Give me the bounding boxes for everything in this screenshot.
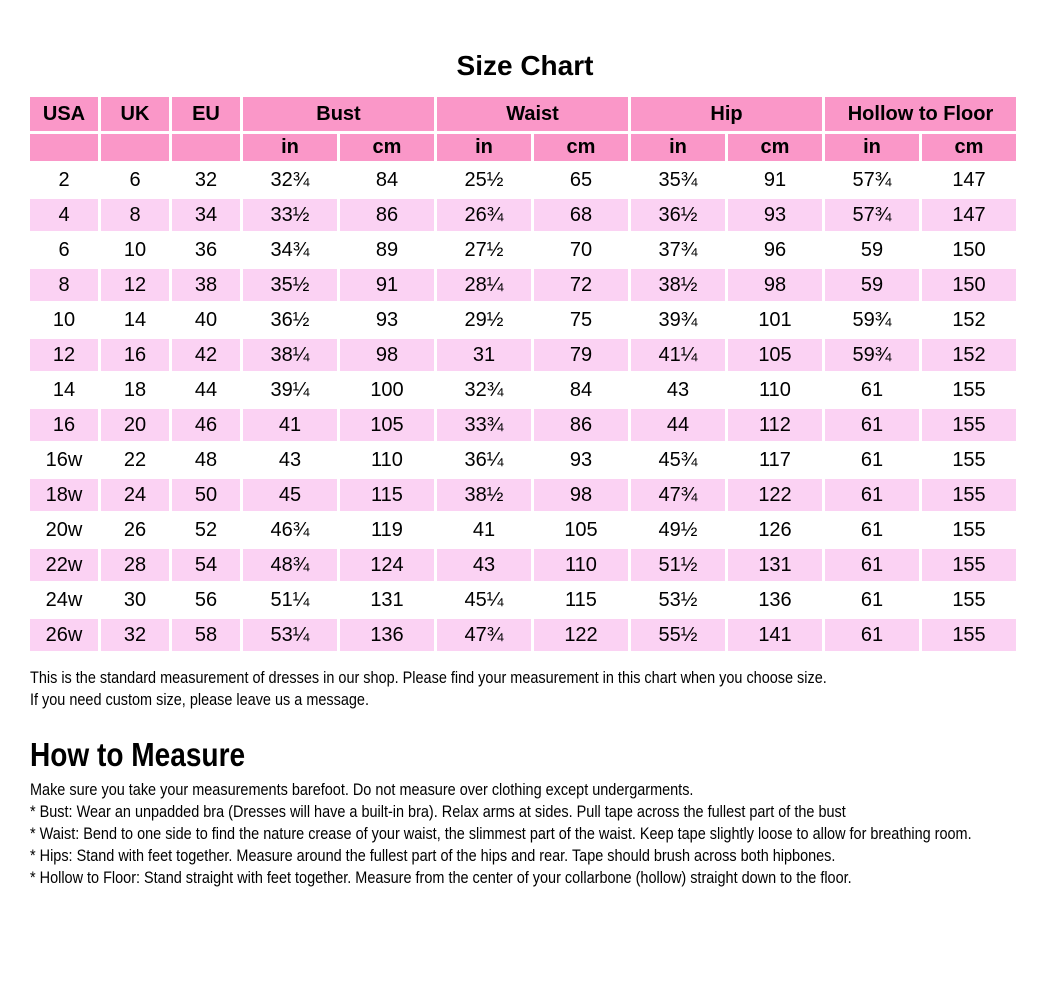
cell: 50	[172, 479, 240, 511]
cell: 27½	[437, 234, 531, 266]
cell: 61	[825, 479, 919, 511]
cell: 36	[172, 234, 240, 266]
cell: 51¼	[243, 584, 337, 616]
col-header-eu: EU	[172, 97, 240, 131]
col-header-hollow-to-floor: Hollow to Floor	[825, 97, 1016, 131]
cell: 75	[534, 304, 628, 336]
table-row	[30, 619, 1016, 651]
cell: 45¾	[631, 444, 725, 476]
col-header-bust: Bust	[243, 97, 434, 131]
cell: 150	[922, 234, 1016, 266]
cell: 155	[922, 374, 1016, 406]
table-row	[30, 584, 1016, 616]
cell: 110	[728, 374, 822, 406]
table-row	[30, 549, 1016, 581]
cell: 10	[101, 234, 169, 266]
cell: 14	[101, 304, 169, 336]
cell: 150	[922, 269, 1016, 301]
cell: 28	[101, 549, 169, 581]
cell: 38½	[631, 269, 725, 301]
cell: 53¼	[243, 619, 337, 651]
unit-header-hip-cm: cm	[728, 134, 822, 161]
measure-bullet-waist: * Waist: Bend to one side to find the nature crease of your waist, the slimmest part of the waist. Keep tape slightly loose to allow for breathing room.	[30, 824, 972, 843]
cell: 12	[101, 269, 169, 301]
cell: 20	[101, 409, 169, 441]
cell: 147	[922, 199, 1016, 231]
cell: 115	[534, 584, 628, 616]
table-row	[30, 479, 1016, 511]
cell: 16	[101, 339, 169, 371]
cell: 22	[101, 444, 169, 476]
cell: 93	[340, 304, 434, 336]
cell: 98	[728, 269, 822, 301]
cell: 44	[631, 409, 725, 441]
cell: 34¾	[243, 234, 337, 266]
bottom-text-section	[30, 667, 1020, 889]
cell: 41¼	[631, 339, 725, 371]
cell: 43	[243, 444, 337, 476]
cell: 31	[437, 339, 531, 371]
cell: 20w	[30, 514, 98, 546]
cell: 43	[631, 374, 725, 406]
cell: 147	[922, 164, 1016, 196]
cell: 49½	[631, 514, 725, 546]
cell: 42	[172, 339, 240, 371]
cell: 70	[534, 234, 628, 266]
cell: 89	[340, 234, 434, 266]
unit-header-bust-cm: cm	[340, 134, 434, 161]
cell: 96	[728, 234, 822, 266]
cell: 136	[340, 619, 434, 651]
cell: 86	[534, 409, 628, 441]
cell: 25½	[437, 164, 531, 196]
cell: 93	[728, 199, 822, 231]
cell: 155	[922, 584, 1016, 616]
cell: 44	[172, 374, 240, 406]
cell: 47¾	[437, 619, 531, 651]
unit-header-hip-in: in	[631, 134, 725, 161]
cell: 38¼	[243, 339, 337, 371]
cell: 8	[101, 199, 169, 231]
cell: 131	[728, 549, 822, 581]
cell: 48¾	[243, 549, 337, 581]
cell: 105	[340, 409, 434, 441]
unit-header-empty-cell	[101, 134, 169, 161]
size-chart-table	[27, 94, 1019, 654]
unit-header-waist-in: in	[437, 134, 531, 161]
cell: 55½	[631, 619, 725, 651]
cell: 26¾	[437, 199, 531, 231]
table-row	[30, 374, 1016, 406]
unit-header-empty-cell	[30, 134, 98, 161]
cell: 28¼	[437, 269, 531, 301]
cell: 59	[825, 234, 919, 266]
table-row	[30, 199, 1016, 231]
cell: 93	[534, 444, 628, 476]
cell: 61	[825, 374, 919, 406]
cell: 122	[728, 479, 822, 511]
unit-header-empty-cell	[172, 134, 240, 161]
cell: 34	[172, 199, 240, 231]
cell: 105	[534, 514, 628, 546]
cell: 35½	[243, 269, 337, 301]
cell: 12	[30, 339, 98, 371]
cell: 32	[172, 164, 240, 196]
cell: 24w	[30, 584, 98, 616]
cell: 141	[728, 619, 822, 651]
unit-header-hollow-cm: cm	[922, 134, 1016, 161]
measure-bullet-hollow-to-floor: * Hollow to Floor: Stand straight with feet together. Measure from the center of your collarbone (hollow) straight down to the floor.	[30, 868, 852, 887]
cell: 84	[534, 374, 628, 406]
table-row	[30, 164, 1016, 196]
cell: 18	[101, 374, 169, 406]
table-row	[30, 234, 1016, 266]
cell: 115	[340, 479, 434, 511]
cell: 136	[728, 584, 822, 616]
how-to-measure-heading: How to Measure	[30, 736, 246, 773]
page-title: Size Chart	[456, 50, 594, 81]
cell: 61	[825, 584, 919, 616]
cell: 32¾	[437, 374, 531, 406]
cell: 30	[101, 584, 169, 616]
cell: 98	[534, 479, 628, 511]
cell: 32	[101, 619, 169, 651]
cell: 35¾	[631, 164, 725, 196]
cell: 61	[825, 444, 919, 476]
table-row	[30, 339, 1016, 371]
cell: 155	[922, 514, 1016, 546]
cell: 122	[534, 619, 628, 651]
col-header-usa: USA	[30, 97, 98, 131]
cell: 6	[101, 164, 169, 196]
cell: 155	[922, 479, 1016, 511]
cell: 110	[534, 549, 628, 581]
size-table-body	[30, 164, 1016, 651]
cell: 155	[922, 619, 1016, 651]
cell: 39¼	[243, 374, 337, 406]
cell: 37¾	[631, 234, 725, 266]
cell: 100	[340, 374, 434, 406]
cell: 68	[534, 199, 628, 231]
note-line-1: This is the standard measurement of dresses in our shop. Please find your measurement in this chart when you choose size.	[30, 668, 827, 687]
cell: 36½	[243, 304, 337, 336]
cell: 155	[922, 409, 1016, 441]
cell: 59¾	[825, 339, 919, 371]
cell: 117	[728, 444, 822, 476]
cell: 53½	[631, 584, 725, 616]
cell: 16w	[30, 444, 98, 476]
cell: 29½	[437, 304, 531, 336]
cell: 61	[825, 619, 919, 651]
cell: 155	[922, 444, 1016, 476]
col-header-waist: Waist	[437, 97, 628, 131]
cell: 48	[172, 444, 240, 476]
cell: 26w	[30, 619, 98, 651]
table-row	[30, 514, 1016, 546]
cell: 110	[340, 444, 434, 476]
cell: 59¾	[825, 304, 919, 336]
cell: 131	[340, 584, 434, 616]
cell: 57¾	[825, 164, 919, 196]
cell: 43	[437, 549, 531, 581]
cell: 155	[922, 549, 1016, 581]
cell: 46	[172, 409, 240, 441]
cell: 18w	[30, 479, 98, 511]
cell: 10	[30, 304, 98, 336]
cell: 65	[534, 164, 628, 196]
cell: 14	[30, 374, 98, 406]
cell: 112	[728, 409, 822, 441]
cell: 84	[340, 164, 434, 196]
table-row	[30, 409, 1016, 441]
cell: 36¼	[437, 444, 531, 476]
group-header-row	[30, 97, 1016, 131]
cell: 124	[340, 549, 434, 581]
cell: 24	[101, 479, 169, 511]
cell: 54	[172, 549, 240, 581]
cell: 38½	[437, 479, 531, 511]
cell: 33¾	[437, 409, 531, 441]
cell: 45¼	[437, 584, 531, 616]
cell: 58	[172, 619, 240, 651]
cell: 33½	[243, 199, 337, 231]
cell: 32¾	[243, 164, 337, 196]
cell: 41	[243, 409, 337, 441]
cell: 101	[728, 304, 822, 336]
cell: 22w	[30, 549, 98, 581]
unit-header-row	[30, 134, 1016, 161]
table-row	[30, 304, 1016, 336]
cell: 86	[340, 199, 434, 231]
table-header	[30, 97, 1016, 161]
cell: 152	[922, 339, 1016, 371]
cell: 47¾	[631, 479, 725, 511]
cell: 38	[172, 269, 240, 301]
cell: 45	[243, 479, 337, 511]
cell: 98	[340, 339, 434, 371]
cell: 57¾	[825, 199, 919, 231]
measure-bullet-hips: * Hips: Stand with feet together. Measure around the fullest part of the hips and rear. Tape should brush across both hipbones.	[30, 846, 836, 865]
unit-header-waist-cm: cm	[534, 134, 628, 161]
cell: 91	[728, 164, 822, 196]
cell: 105	[728, 339, 822, 371]
cell: 79	[534, 339, 628, 371]
cell: 46¾	[243, 514, 337, 546]
cell: 16	[30, 409, 98, 441]
cell: 61	[825, 514, 919, 546]
table-row	[30, 444, 1016, 476]
cell: 51½	[631, 549, 725, 581]
cell: 59	[825, 269, 919, 301]
cell: 8	[30, 269, 98, 301]
unit-header-bust-in: in	[243, 134, 337, 161]
cell: 40	[172, 304, 240, 336]
cell: 152	[922, 304, 1016, 336]
cell: 41	[437, 514, 531, 546]
cell: 39¾	[631, 304, 725, 336]
cell: 72	[534, 269, 628, 301]
cell: 26	[101, 514, 169, 546]
cell: 52	[172, 514, 240, 546]
cell: 2	[30, 164, 98, 196]
cell: 36½	[631, 199, 725, 231]
unit-header-hollow-in: in	[825, 134, 919, 161]
col-header-hip: Hip	[631, 97, 822, 131]
cell: 61	[825, 549, 919, 581]
cell: 4	[30, 199, 98, 231]
measure-intro: Make sure you take your measurements barefoot. Do not measure over clothing except undergarments.	[30, 780, 694, 799]
note-line-2: If you need custom size, please leave us a message.	[30, 690, 369, 709]
cell: 91	[340, 269, 434, 301]
col-header-uk: UK	[101, 97, 169, 131]
cell: 126	[728, 514, 822, 546]
table-row	[30, 269, 1016, 301]
cell: 61	[825, 409, 919, 441]
cell: 6	[30, 234, 98, 266]
cell: 56	[172, 584, 240, 616]
measure-bullet-bust: * Bust: Wear an unpadded bra (Dresses will have a built-in bra). Relax arms at sides. Pull tape across the fullest part of the bust	[30, 802, 846, 821]
cell: 119	[340, 514, 434, 546]
